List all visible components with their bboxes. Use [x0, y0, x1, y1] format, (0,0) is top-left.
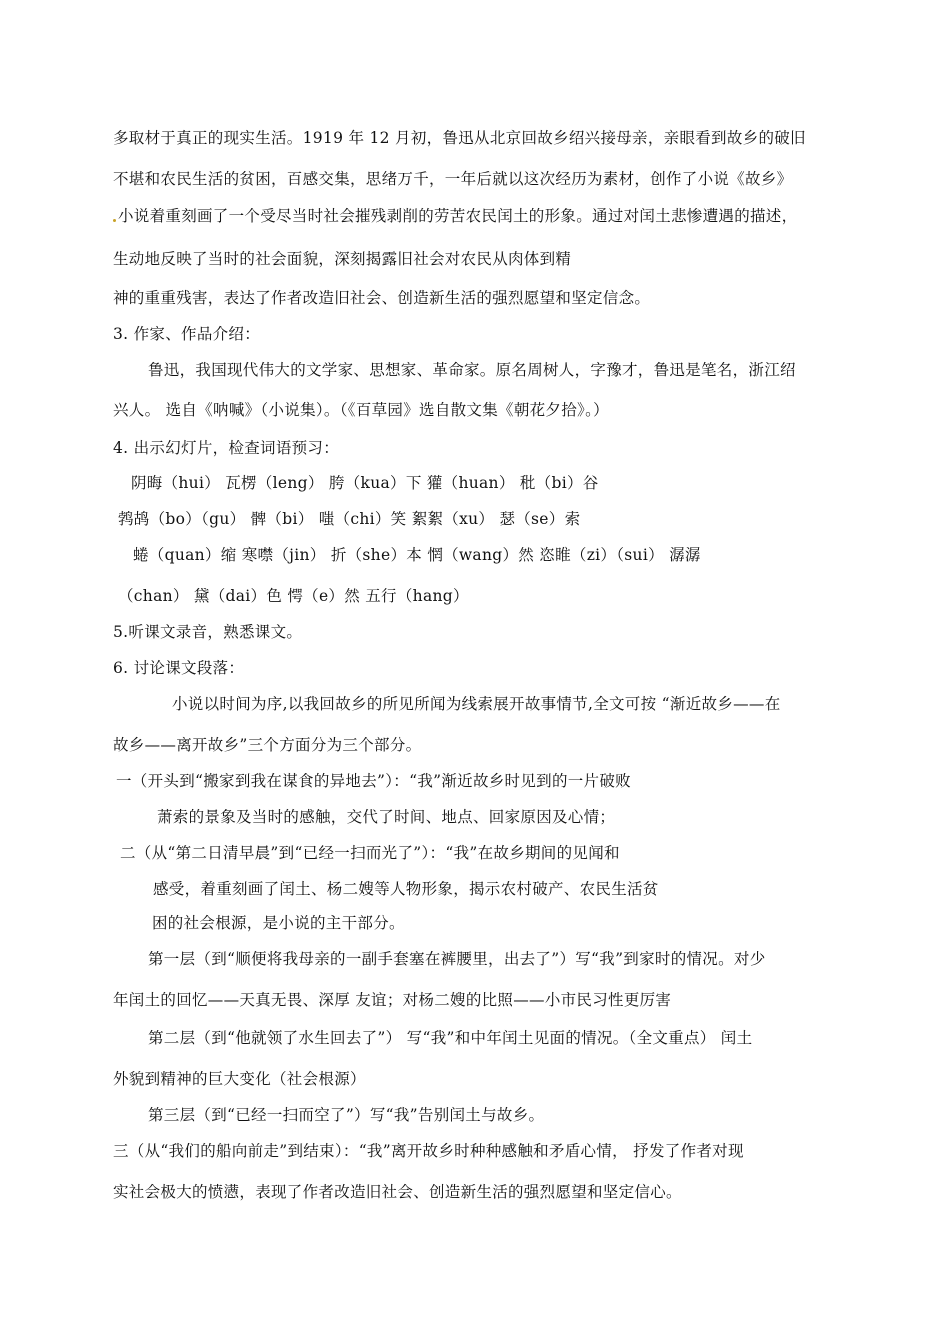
section-6-intro-1: 小说以时间为序,以我回故乡的所见所闻为线索展开故事情节,全文可按 “渐近故乡——在 [172, 695, 781, 713]
vocab-row-3: 蜷（quan）缩 寒噤（jin） 折（she）本 惘（wang）然 恣睢（zi）（sui） 潺潺 [133, 546, 701, 564]
vocab-row-1: 阴晦（hui） 瓦楞（leng） 胯（kua）下 獾（huan） 秕（bi）谷 [131, 474, 599, 492]
layer-2-line-1: 第二层（到“他就领了水生回去了”） 写“我”和中年闰土见面的情况。（全文重点） 闰土 [148, 1029, 753, 1047]
section-6-intro-2: 故乡——离开故乡”三个方面分为三个部分。 [113, 736, 422, 754]
section-5-heading: 5.听课文录音，熟悉课文。 [113, 623, 303, 641]
section-4-heading: 4. 出示幻灯片，检查词语预习： [113, 439, 340, 457]
part-1-line-2: 萧索的景象及当时的感触，交代了时间、地点、回家原因及心情； [157, 808, 616, 826]
part-2-line-3: 困的社会根源，是小说的主干部分。 [152, 914, 405, 932]
intro-line-2: 不堪和农民生活的贫困，百感交集，思绪万千，一年后就以这次经历为素材，创作了小说《故乡》 [113, 170, 793, 188]
vocab-row-2: 鹁鸪（bo）（gu） 髀（bi） 嗤（chi）笑 絮絮（xu） 瑟（se）索 [118, 510, 581, 528]
section-3-line-1: 鲁迅，我国现代伟大的文学家、思想家、革命家。原名周树人，字豫才，鲁迅是笔名，浙江绍 [148, 361, 796, 379]
part-3-line-1: 三（从“我们的船向前走”到结束）：“我”离开故乡时种种感触和矛盾心情， 抒发了作者对现 [113, 1142, 744, 1160]
layer-3-line: 第三层（到“已经一扫而空了”）写“我”告别闰土与故乡。 [148, 1106, 545, 1124]
layer-1-line-1: 第一层（到“顺便将我母亲的一副手套塞在裤腰里，出去了”）写“我”到家时的情况。对少 [148, 950, 766, 968]
part-1-line-1: 一（开头到“搬家到我在谋食的异地去”）：“我”渐近故乡时见到的一片破败 [116, 772, 631, 790]
part-2-line-2: 感受，着重刻画了闰土、杨二嫂等人物形象，揭示农村破产、农民生活贫 [153, 880, 659, 898]
part-2-line-1: 二（从“第二日清早晨”到“已经一扫而光了”）：“我”在故乡期间的见闻和 [120, 844, 620, 862]
intro-line-4: 生动地反映了当时的社会面貌，深刻揭露旧社会对农民从肉体到精 [113, 250, 572, 268]
vocab-row-4: （chan） 黛（dai）色 愕（e）然 五行（hang） [118, 587, 469, 605]
layer-2-line-2: 外貌到精神的巨大变化（社会根源） [113, 1070, 366, 1088]
part-3-line-2: 实社会极大的愤懑，表现了作者改造旧社会、创造新生活的强烈愿望和坚定信心。 [113, 1183, 682, 1201]
intro-line-1: 多取材于真正的现实生活。1919 年 12 月初，鲁迅从北京回故乡绍兴接母亲，亲眼看到故乡的破旧 [113, 129, 806, 147]
intro-line-5: 神的重重残害，表达了作者改造旧社会、创造新生活的强烈愿望和坚定信念。 [113, 289, 651, 307]
text-marker-dot [113, 219, 116, 222]
intro-line-3: 小说着重刻画了一个受尽当时社会摧残剥削的劳苦农民闰土的形象。通过对闰土悲惨遭遇的描述， [118, 207, 798, 225]
section-3-heading: 3. 作家、作品介绍： [113, 325, 261, 343]
section-3-line-2: 兴人。 选自《呐喊》（小说集）。（《百草园》选自散文集《朝花夕拾》。） [113, 401, 609, 419]
section-6-heading: 6. 讨论课文段落： [113, 659, 245, 677]
layer-1-line-2: 年闰土的回忆——天真无畏、深厚 友谊；对杨二嫂的比照——小市民习性更厉害 [113, 991, 672, 1009]
